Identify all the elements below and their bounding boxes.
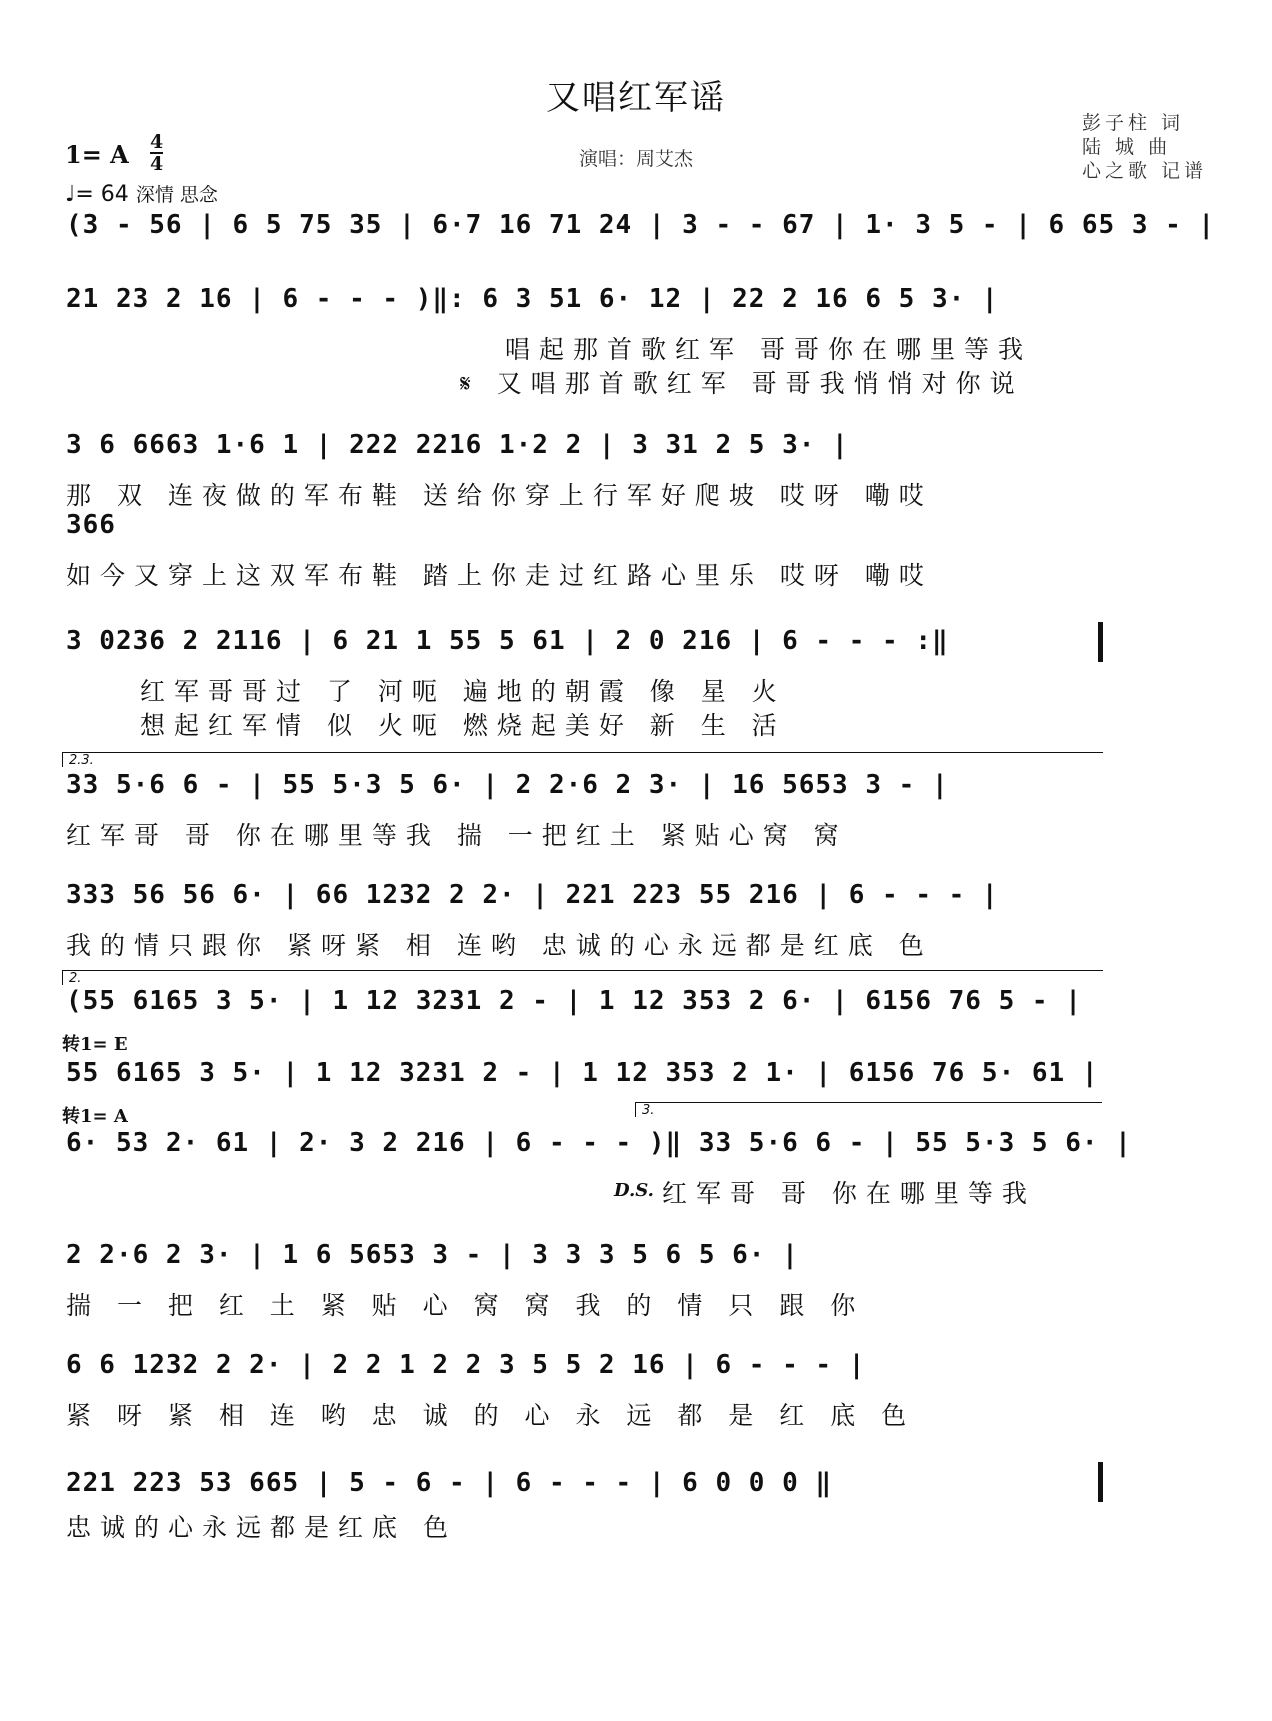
volta-label: 3. <box>642 1103 655 1118</box>
volta-bracket <box>62 970 1103 985</box>
notation-row: 3 6 6663 1·6 1 | 222 2216 1·2 2 | 3 31 2 5 3· | <box>66 430 849 460</box>
volta-bracket <box>635 1102 1102 1117</box>
transpose-mark: 转1= E <box>62 1034 128 1055</box>
singer-credit: 演唱：周艾杰 <box>578 148 693 170</box>
tempo-marking <box>65 180 218 207</box>
ds-mark: D.S. <box>614 1180 654 1201</box>
tempo-value: ♩= 64 <box>65 182 129 207</box>
notation-row: 6· 53 2· 61 | 2· 3 2 216 | 6 - - - )‖ 33 5·6 6 - | 55 5·3 5 6· | <box>66 1128 1132 1158</box>
volta-bracket <box>62 752 1103 767</box>
volta-label: 2. <box>69 971 82 986</box>
lyric-line: 红军哥 哥 你在哪里等我 <box>662 1179 1036 1208</box>
lyric-line: 我的情只跟你 紧呀紧 相 连哟 忠诚的心永远都是红底 色 <box>66 931 933 960</box>
notation-row: 55 6165 3 5· | 1 12 3231 2 - | 1 12 353 2 1· | 6156 76 5· 61 | <box>66 1058 1099 1088</box>
lyric-line: 紧 呀 紧 相 连 哟 忠 诚 的 心 永 远 都 是 红 底 色 <box>66 1401 916 1430</box>
notation-row: 333 56 56 6· | 66 1232 2 2· | 221 223 55 216 | 6 - - - | <box>66 880 999 910</box>
lyricist-credit: 彭子柱 词 <box>1082 112 1185 134</box>
notation-row: 3 0236 2 2116 | 6 21 1 55 5 61 | 2 0 216 | 6 - - - :‖ <box>66 626 949 656</box>
transcriber-credit: 心之歌 记谱 <box>1082 160 1208 182</box>
lyric-line: 红军哥哥过 了 河呃 遍地的朝霞 像 星 火 <box>140 677 786 706</box>
lyric-line: 那 双 连夜做的军布鞋 送给你穿上行军好爬坡 哎呀 嘞哎 <box>66 481 933 510</box>
notation-row: (55 6165 3 5· | 1 12 3231 2 - | 1 12 353 2 6· | 6156 76 5 - | <box>66 986 1082 1016</box>
time-sig-top: 4 <box>150 131 164 153</box>
composer-credit: 陆 城 曲 <box>1082 136 1172 158</box>
notation-row: 221 223 53 665 | 5 - 6 - | 6 - - - | 6 0 0 0 ‖ <box>66 1468 833 1498</box>
key-signature: 1= A <box>65 140 129 169</box>
notation-row: 33 5·6 6 - | 55 5·3 5 6· | 2 2·6 2 3· | 16 5653 3 - | <box>66 770 949 800</box>
lyric-line: 如今又穿上这双军布鞋 踏上你走过红路心里乐 哎呀 嘞哎 <box>66 561 933 590</box>
final-bar <box>1098 1462 1103 1502</box>
lyric-line: 想起红军情 似 火呃 燃烧起美好 新 生 活 <box>140 711 786 740</box>
notation-row: 21 23 2 16 | 6 - - - )‖: 6 3 51 6· 12 | 22 2 16 6 5 3· | <box>66 284 999 314</box>
lyric-line: 𝄋 又唱那首歌红军 哥哥我悄悄对你说 <box>460 369 1024 398</box>
page-title: 又唱红军谣 <box>546 78 726 118</box>
transpose-mark: 转1= A <box>62 1106 128 1127</box>
lyric-line: 唱起那首歌红军 哥哥你在哪里等我 <box>505 335 1032 364</box>
time-sig-bottom: 4 <box>150 153 164 175</box>
lyric-line: 红军哥 哥 你在哪里等我 揣 一把红土 紧贴心窝 窝 <box>66 821 848 850</box>
notation-row: 6 6 1232 2 2· | 2 2 1 2 2 3 5 5 2 16 | 6 - - - | <box>66 1350 866 1380</box>
repeat-end-bar <box>1098 622 1103 662</box>
volta-label: 2.3. <box>69 753 94 768</box>
lyric-line: 忠诚的心永远都是红底 色 <box>66 1513 457 1542</box>
notation-row: 366 <box>66 510 116 540</box>
lyric-line: 揣 一 把 红 土 紧 贴 心 窝 窝 我 的 情 只 跟 你 <box>66 1291 865 1320</box>
notation-row: (3 - 56 | 6 5 75 35 | 6·7 16 71 24 | 3 - - 67 | 1· 3 5 - | 6 65 3 - | <box>66 210 1216 240</box>
notation-row: 2 2·6 2 3· | 1 6 5653 3 - | 3 3 3 5 6 5 6· | <box>66 1240 799 1270</box>
expression-text: 深情 思念 <box>135 184 218 206</box>
